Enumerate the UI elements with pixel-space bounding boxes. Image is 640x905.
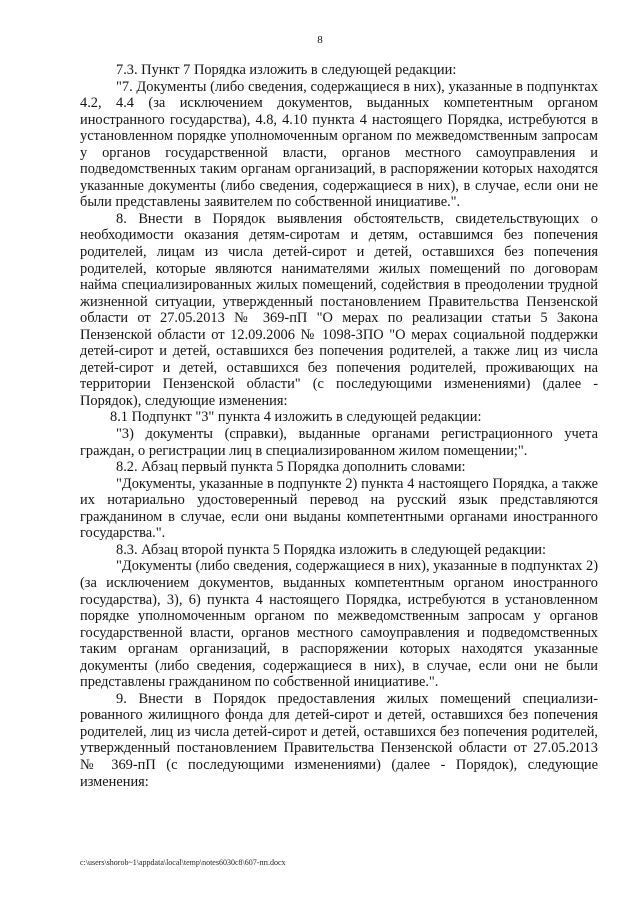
document-body xyxy=(80,62,598,790)
paragraph-8-2-text: "Документы, указанные в подпункте 2) пункта 4 настоящего Порядка, а также их нотариально удостоверенный перевод на русский язык представляются гражданином в случае, если они выданы компетентными органами иностранного государства.". xyxy=(80,475,598,542)
paragraph-8: 8. Внести в Порядок выявления обстоятельств, свидетельствующих о необходимости оказания детям-сиротам и детям, оставшимся без попечения родителей, лицам из числа детей-сирот и детей, оставшихся без попечения родителей, которые являются нанимателями жилых помещений по договорам найма специализированных жилых помещений, содействия в преодолении трудной жизненной ситуации, утвержденный постановлением Правительства Пензенской области от 27.05.2013 № 369-пП "О мерах по реализации статьи 5 Закона Пензенской области от 12.09.2006 № 1098-ЗПО "О мерах социальной поддержки детей-сирот и детей, оставшихся без попечения родителей, а также лиц из числа детей-сирот и детей, оставшихся без попечения родителей, проживающих на территории Пензенской области" (с последующими изменениями) (далее - Порядок), следующие изменения: xyxy=(80,210,598,409)
paragraph-8-2: 8.2. Абзац первый пункта 5 Порядка дополнить словами: xyxy=(116,459,466,476)
paragraph-point-7-text: "7. Документы (либо сведения, содержащиеся в них), указанные в подпунктах 4.2, 4.4 (за исключением документов, выданных компетентным органом иностранного государства), 4.8, 4.10 пункта 4 настоящего Порядка, истребуются в установленном порядке уполномоченным органом по межведомственным запросам у органов государственной власти, органов местного самоуправления и подведомственных таким органам организаций, в распоряжении которых находятся указанные документы (либо сведения, содержащиеся в них), в случае, если они не были представлены заявителем по собственной инициативе.". xyxy=(80,78,598,211)
paragraph-8-1: 8.1 Подпункт "3" пункта 4 изложить в следующей редакции: xyxy=(110,409,482,426)
paragraph-8-1-text: "3) документы (справки), выданные органами регистрационного учета граждан, о регистрации лиц в специализированном жилом помещении;". xyxy=(80,426,598,459)
paragraph-7-3: 7.3. Пункт 7 Порядка изложить в следующей редакции: xyxy=(116,62,457,78)
file-path-footer: c:\users\shorob~1\appdata\local\temp\notes6030c8\607-пп.docx xyxy=(80,858,286,867)
paragraph-9: 9. Внести в Порядок предоставления жилых помещений специализи-рованного жилищного фонда для детей-сирот и детей, оставшихся без попечения родителей, лиц из числа детей-сирот и детей, оставшихся без попечения родителей, утвержденный постановлением Правительства Пензенской области от 27.05.2013 № 369-пП (с последующими изменениями) (далее - Порядок), следующие изменения: xyxy=(80,690,598,790)
page-number: 8 xyxy=(317,34,323,46)
paragraph-8-3-text: "Документы (либо сведения, содержащиеся в них), указанные в подпунктах 2) (за исключением документов, выданных компетентным органом иностранного государства), 3), 6) пункта 4 настоящего Порядка, истребуются в установленном порядке уполномоченным органом по межведомственным запросам у органов государственной власти, органов местного самоуправления и подведомственных таким органам организаций, в распоряжении которых находятся указанные документы (либо сведения, содержащиеся в них), в случае, если они не были представлены гражданином по собственной инициативе.". xyxy=(80,558,598,691)
paragraph-8-3: 8.3. Абзац второй пункта 5 Порядка изложить в следующей редакции: xyxy=(116,541,546,558)
